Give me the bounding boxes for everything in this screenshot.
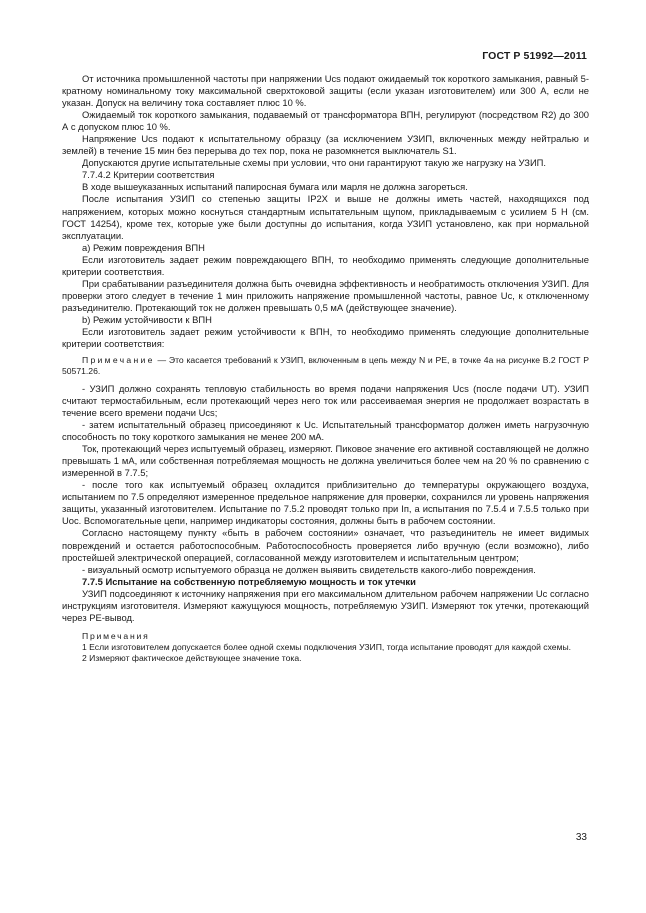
notes-title: Примечания xyxy=(82,630,150,641)
note-label: Примечание xyxy=(82,355,155,366)
list-heading: b) Режим устойчивости к ВПН xyxy=(82,313,212,325)
paragraph: В ходе вышеуказанных испытаний папиросная бумага или марля не должна загореться. xyxy=(82,181,468,193)
note xyxy=(62,355,589,378)
paragraph: - УЗИП должно сохранять тепловую стабильность во время подачи напряжения Uсs (после подачи UT). УЗИП считают термостабильным, если протекающий через него ток или рассеиваемая энергия не продолжает возрастать в течение всего времени подачи Uсs; xyxy=(62,382,589,418)
paragraph: Если изготовитель задает режим устойчивости к ВПН, то необходимо применять следующие дополнительные критерии соответствия: xyxy=(62,325,589,350)
paragraph: Допускаются другие испытательные схемы при условии, что они гарантируют такую же нагрузку на УЗИП. xyxy=(82,157,547,169)
note-text: — Это касается требований к УЗИП, включенным в цепь между N и PE, в точке 4а на рисунке В.2 ГОСТ Р 50571.26. xyxy=(62,355,589,377)
paragraph: Ток, протекающий через испытуемый образец, измеряют. Пиковое значение его активной составляющей не должно превышать 1 мА, или собственная потребляемая мощность не должна увеличиться более чем на 20 % по сравнению с измеренной в 7.7.5; xyxy=(62,443,589,479)
standard-header: ГОСТ Р 51992—2011 xyxy=(482,50,587,62)
notes-item: 1 Если изготовителем допускается более одной схемы подключения УЗИП, тогда испытание проводят для каждой схемы. xyxy=(82,642,572,653)
paragraph: При срабатывании разъединителя должна быть очевидна эффективность и необратимость отключения УЗИП. Для проверки этого следует в течение 1 мин приложить напряжение промышленной частоты, равное Uс, к отключенному разъединителю. Протекающий ток не должен превышать 0,5 мА (действующее значение). xyxy=(62,277,589,313)
paragraph: Напряжение Uсs подают к испытательному образцу (за исключением УЗИП, включенных между нейтралью и землей) в течение 15 мин без перерыва до тех пор, пока не разомкнется выключатель S1. xyxy=(62,133,589,157)
section-heading: 7.7.4.2 Критерии соответствия xyxy=(82,169,215,181)
paragraph: - затем испытательный образец присоединяют к Uс. Испытательный трансформатор должен иметь нагрузочную способность по току короткого замыкания не менее 200 мА. xyxy=(62,419,589,443)
paragraph: УЗИП подсоединяют к источнику напряжения при его максимальном длительном рабочем напряжении Uс согласно инструкциям изготовителя. Измеряют кажущуюся мощность, потребляемую УЗИП. Измеряют ток утечки, протекающий через РЕ-вывод. xyxy=(62,587,589,623)
list-heading: a) Режим повреждения ВПН xyxy=(82,241,205,253)
section-heading-bold: 7.7.5 Испытание на собственную потребляемую мощность и ток утечки xyxy=(82,575,416,587)
paragraph: - визуальный осмотр испытуемого образца не должен выявить свидетельств какого-либо повреждения. xyxy=(82,563,536,575)
paragraph: От источника промышленной частоты при напряжении Uсs подают ожидаемый ток короткого замыкания, равный 5-кратному номинальному току максимальной сверхтоковой защиты (если указан изготовителем) или 300 А, если не указан. Допуск на величину тока составляет плюс 10 %. xyxy=(62,73,589,109)
paragraph: Согласно настоящему пункту «быть в рабочем состоянии» означает, что разъединитель не имеет видимых повреждений и остается работоспособным. Работоспособность проверяется либо вручную (если возможно), либо простейшей электрической операцией, согласованной между изготовителем и испытательным центром; xyxy=(62,527,589,563)
paragraph: Если изготовитель задает режим повреждающего ВПН, то необходимо применять следующие дополнительные критерии соответствия. xyxy=(62,253,589,277)
paragraph: После испытания УЗИП со степенью защиты IP2X и выше не должны иметь частей, находящихся под напряжением, которых можно коснуться стандартным испытательным щупом, прикладываемым с усилием 5 Н (см. ГОСТ 14254), кроме тех, которые уже были доступны до испытания, когда УЗИП установлено, как при нормальной эксплуатации. xyxy=(62,193,589,241)
notes-item: 2 Измеряют фактическое действующее значение тока. xyxy=(82,653,302,664)
page-number: 33 xyxy=(575,832,587,843)
paragraph: - после того как испытуемый образец охладится приблизительно до температуры окружающего воздуха, испытанием по 7.5 определяют измеренное предельное напряжение для проверки, сохранился ли уровень напряжения защиты, указанный изготовителем. Испытание по 7.5.2 проводят только при Iп, а испытания по 7.5.4 и 7.5.5 только при Uoc. Вспомогательные цепи, например индикаторы состояния, должны быть в рабочем состоянии. xyxy=(62,479,589,527)
document-body xyxy=(62,73,589,665)
paragraph: Ожидаемый ток короткого замыкания, подаваемый от трансформатора ВПН, регулируют (посредством R2) до 300 А с допуском плюс 10 %. xyxy=(62,109,589,133)
